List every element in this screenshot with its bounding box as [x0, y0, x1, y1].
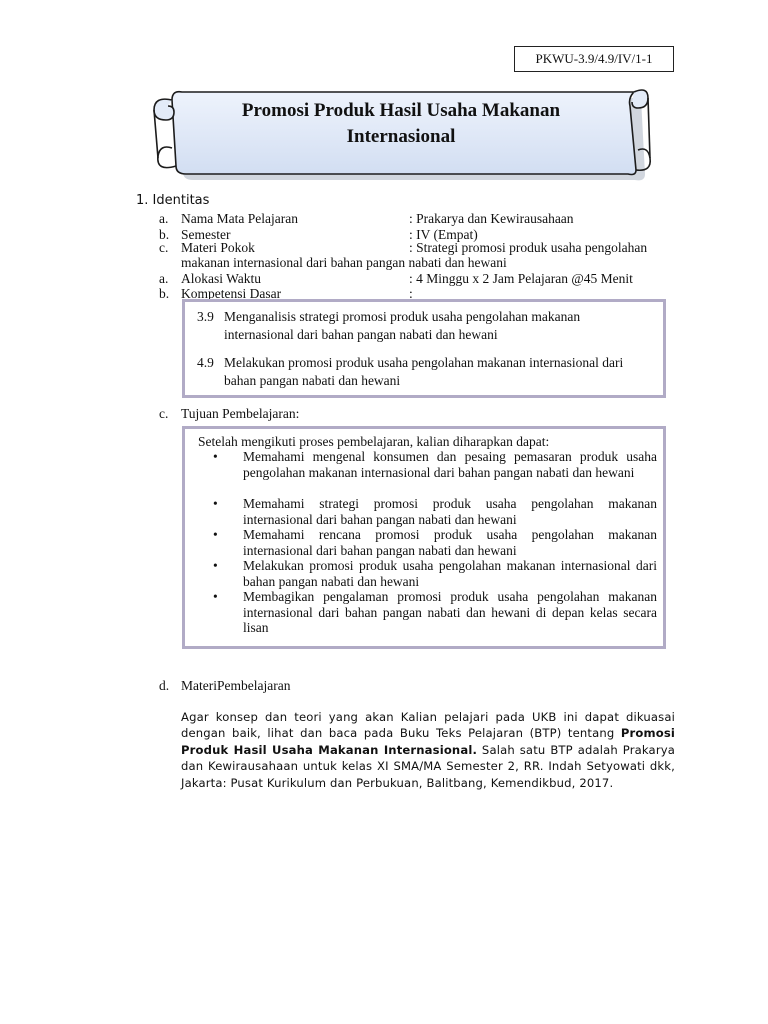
document-code: PKWU-3.9/4.9/IV/1-1: [514, 46, 674, 72]
kompetensi-text: Melakukan promosi produk usaha pengolahan makanan internasional dari bahan pangan nabati dan hewani: [224, 355, 624, 388]
tujuan-item-text: Memahami rencana promosi produk usaha pengolahan makanan internasional dari bahan pangan nabati dan hewani: [243, 527, 657, 558]
tujuan-item-text: Memahami strategi promosi produk usaha pengolahan makanan internasional dari bahan pangan nabati dan hewani: [243, 496, 657, 527]
materi-pokok-continuation: makanan internasional dari bahan pangan nabati dan hewani: [181, 255, 507, 270]
kompetensi-text: Menganalisis strategi promosi produk usaha pengolahan makanan internasional dari bahan pangan nabati dan hewani: [224, 309, 581, 342]
row-letter: b.: [159, 286, 170, 301]
title-banner: [148, 80, 652, 184]
row-label: Semester: [181, 227, 231, 242]
materi-text-start: Agar konsep dan teori yang akan Kalian pelajari pada UKB ini dapat dikuasai dengan baik, lihat dan baca pada Buku Teks Pelajaran (BTP) tentang: [181, 710, 675, 741]
page-title: [188, 98, 614, 150]
kompetensi-number: 4.9: [197, 355, 214, 370]
row-letter: a.: [159, 211, 169, 226]
tujuan-box: [182, 426, 666, 649]
row-value: : IV (Empat): [409, 227, 478, 242]
row-value: :: [409, 286, 413, 301]
row-label: Kompetensi Dasar: [181, 286, 282, 301]
row-label: MateriPembelajaran: [181, 678, 291, 693]
tujuan-intro: Setelah mengikuti proses pembelajaran, kalian diharapkan dapat:: [198, 434, 550, 449]
tujuan-item-text: Memahami mengenal konsumen dan pesaing pemasaran produk usaha pengolahan makanan internasional dari bahan pangan nabati dan hewani: [243, 449, 657, 480]
bullet-icon: •: [213, 589, 218, 604]
section-identitas-heading: 1. Identitas: [136, 193, 210, 208]
bullet-icon: •: [213, 527, 218, 542]
row-letter: a.: [159, 271, 169, 286]
row-letter: d.: [159, 678, 170, 693]
row-label: Alokasi Waktu: [181, 271, 262, 286]
row-letter: c.: [159, 406, 169, 421]
materi-text-end: Salah satu BTP adalah Prakarya dan Kewirausahaan untuk kelas XI SMA/MA Semester 2, RR. Indah Setyowati dkk, Jakarta: Pusat Kurikulum dan Perbukuan, Balitbang, Kemendikbud, 2017.: [181, 742, 675, 790]
title-line-1: Promosi Produk Hasil Usaha Makanan: [241, 100, 561, 121]
tujuan-item-text: Membagikan pengalaman promosi produk usaha pengolahan makanan internasional dari bahan pangan nabati dan hewani di depan kelas secara lisan: [243, 589, 657, 635]
materi-text-bold: Promosi Produk Hasil Usaha Makanan Internasional.: [181, 726, 675, 757]
row-label: Nama Mata Pelajaran: [181, 211, 298, 226]
row-letter: b.: [159, 227, 170, 242]
row-value: : Prakarya dan Kewirausahaan: [409, 211, 574, 226]
tujuan-item-text: Melakukan promosi produk usaha pengolahan makanan internasional dari bahan pangan nabati dan hewani: [243, 558, 657, 589]
materi-paragraph: [181, 709, 675, 791]
kompetensi-dasar-box: [182, 299, 666, 398]
bullet-icon: •: [213, 449, 218, 464]
bullet-icon: •: [213, 496, 218, 511]
kompetensi-number: 3.9: [197, 309, 214, 324]
row-value: : Strategi promosi produk usaha pengolahan: [409, 240, 648, 255]
row-label: Tujuan Pembelajaran:: [181, 406, 300, 421]
bullet-icon: •: [213, 558, 218, 573]
title-line-2: Internasional: [346, 126, 456, 147]
row-label: Materi Pokok: [181, 240, 255, 255]
row-letter: c.: [159, 240, 169, 255]
row-value: : 4 Minggu x 2 Jam Pelajaran @45 Menit: [409, 271, 633, 286]
